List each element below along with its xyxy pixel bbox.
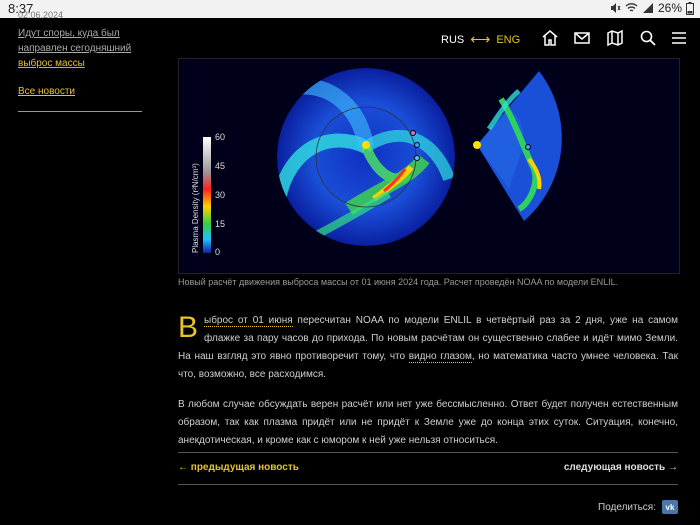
colorbar-tick: 0 [215, 247, 221, 257]
prev-news-link[interactable]: ← предыдущая новость [178, 462, 299, 473]
dropcap: В [178, 311, 199, 344]
nav-divider-bottom [178, 484, 678, 485]
enlil-figure [178, 58, 680, 274]
sun-marker [362, 141, 370, 149]
earth-marker-meridional [526, 145, 531, 150]
earth-marker [415, 143, 420, 148]
headline-text: Идут споры, куда был направлен сегодняшний [18, 28, 132, 54]
battery-icon [686, 2, 694, 15]
share-label: Поделиться: [598, 501, 656, 513]
all-news-link[interactable]: Все новости [18, 86, 76, 97]
vk-share-icon[interactable]: vk [662, 500, 678, 514]
colorbar-tick: 45 [215, 161, 226, 171]
share-block [598, 500, 678, 514]
language-switch [441, 31, 520, 48]
menu-icon[interactable] [670, 29, 688, 47]
colorbar-label: Plasma Density (r²N/cm³) [191, 163, 200, 253]
status-time: 8:37 [8, 1, 34, 16]
paragraph-text: , но математика часто умнее человека. Так что, возможно, все расходимся. [178, 351, 678, 380]
colorbar-tick: 15 [215, 219, 226, 229]
headline-highlight: выброс массы [18, 58, 85, 69]
colorbar-tick: 60 [215, 132, 226, 142]
cme-date-link[interactable]: ыброс от 01 июня [204, 315, 293, 326]
battery-level: 26% [657, 1, 682, 15]
article-paragraph-1 [178, 312, 678, 384]
mail-icon[interactable] [573, 29, 591, 47]
planet-marker [411, 131, 416, 136]
lang-eng[interactable]: ENG [496, 33, 521, 46]
sidebar [0, 10, 170, 525]
paragraph-text: пересчитан NOAA по модели ENLIL в четвёртый раз за 2 дня, уже на самом флажке за пару часов до прихода. По новым расчётам он существенно слабее и идёт мимо Земли. На наш взгляд это явно противоречит тому, что [178, 315, 678, 362]
sun-marker-meridional [473, 141, 481, 149]
article-body [178, 312, 678, 462]
enlil-image [179, 59, 679, 273]
visible-by-eye-link[interactable]: видно глазом [408, 351, 472, 362]
next-news-link[interactable]: следующая новость → [563, 462, 678, 473]
header [170, 18, 700, 58]
wifi-icon [625, 2, 638, 14]
spacecraft-marker [415, 156, 420, 161]
lang-rus[interactable]: RUS [441, 33, 465, 46]
sidebar-divider [18, 111, 142, 112]
meridional-plane-view [477, 71, 562, 221]
status-icons [609, 1, 694, 15]
signal-icon [642, 2, 654, 14]
figure-caption: Новый расчёт движения выброса массы от 01 июня 2024 года. Расчет проведён NOAA по модели ENLIL. [178, 277, 619, 287]
lang-arrow: ⟷ [470, 31, 491, 47]
search-icon[interactable] [639, 29, 657, 47]
article-paragraph-2: В любом случае обсуждать верен расчёт или нет уже бессмысленно. Ответ будет получен естественным образом, так как плазма придёт или не придёт к Земле уже до конца этих суток. Ситуация, конечно, анекдотическая, и кроме как с юмором к ней уже нельзя относиться. [178, 399, 678, 446]
nav-divider-top [178, 452, 678, 453]
home-icon[interactable] [541, 29, 559, 47]
mute-icon [609, 2, 621, 14]
news-date: 02.06.2024 [18, 10, 64, 20]
status-bar [0, 0, 700, 18]
map-icon[interactable] [606, 29, 624, 47]
sidebar-news-link[interactable] [18, 26, 158, 71]
colorbar [203, 137, 211, 253]
ecliptic-plane-view [277, 68, 455, 254]
colorbar-tick: 30 [215, 190, 226, 200]
